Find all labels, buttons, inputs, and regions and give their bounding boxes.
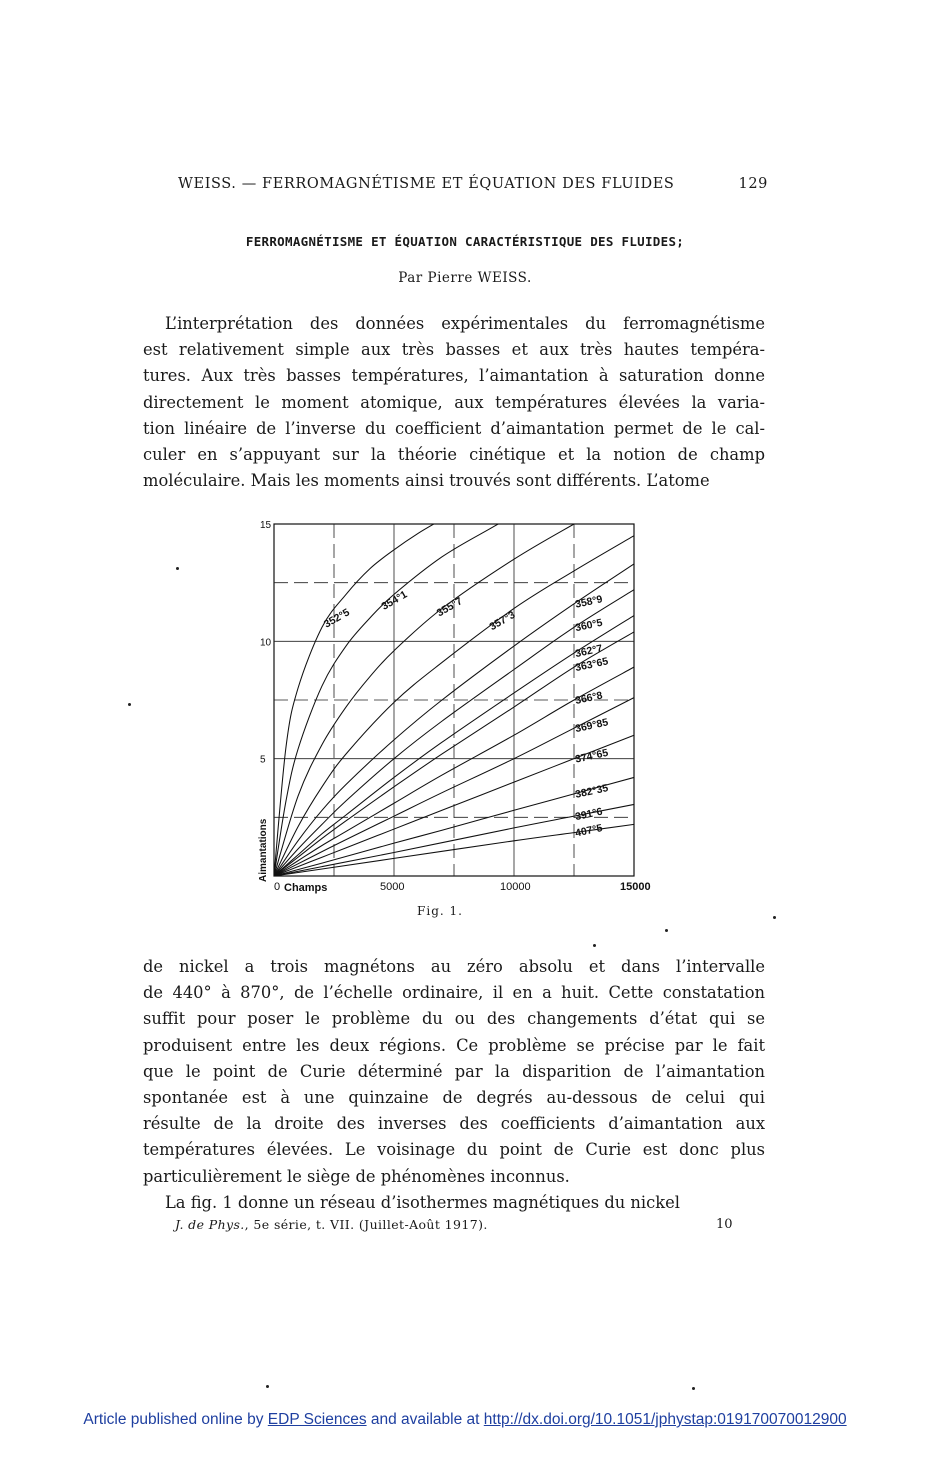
text-line: produisent entre les deux régions. Ce problème se précise par le fait	[143, 1035, 765, 1055]
scan-speck	[665, 929, 668, 932]
text-line: de nickel a trois magnétons au zéro absolu et dans l’intervalle	[143, 957, 765, 976]
scan-speck	[593, 944, 596, 947]
y-tick-label: 5	[260, 754, 266, 766]
text-line: culer en s’appuyant sur la théorie cinétique et la notion de champ	[143, 445, 765, 465]
publisher-line	[0, 1411, 930, 1429]
running-head	[178, 176, 768, 192]
text-line: que le point de Curie déterminé par la disparition de l’aimantation	[143, 1061, 765, 1081]
isotherm-label: 407°5	[574, 822, 604, 840]
publisher-prefix: Article published online by	[83, 1411, 268, 1428]
x-tick-label: 15000	[620, 881, 651, 893]
isotherm-label: 355°7	[434, 595, 465, 620]
x-tick-label: 10000	[500, 881, 531, 893]
scan-speck	[176, 567, 179, 570]
isotherm-label: 363°65	[574, 655, 610, 675]
paragraph-1	[143, 311, 765, 494]
text-line: L’interprétation des données expérimentales du ferromagnétisme	[165, 314, 765, 333]
isotherm-curve	[274, 519, 442, 876]
isotherm-label: 382°35	[574, 782, 610, 801]
text-line: particulièrement le siège de phénomènes inconnus.	[143, 1166, 570, 1186]
footer-citation	[175, 1217, 488, 1232]
x-tick-label: 5000	[380, 881, 405, 893]
y-axis-label: Aimantations	[258, 818, 269, 882]
page-number: 129	[738, 176, 768, 192]
scan-speck	[128, 703, 131, 706]
isotherm-label: 362°7	[574, 642, 604, 661]
text-line: suffit pour poser le problème du ou des changements d’état qui se	[143, 1009, 765, 1029]
isotherm-label: 369°85	[574, 716, 610, 736]
text-line: tion linéaire de l’inverse du coefficient d’aimantation permet de le cal-	[143, 418, 765, 438]
text-line: est relativement simple aux très basses et aux très hautes tempéra-	[143, 340, 765, 360]
scan-speck	[773, 916, 776, 919]
text-line: tures. Aux très basses températures, l’aimantation à saturation donne	[143, 366, 765, 386]
running-title: WEISS. — FERROMAGNÉTISME ET ÉQUATION DES FLUIDES	[178, 176, 675, 192]
journal-abbrev: J. de Phys.	[175, 1217, 245, 1232]
figure-caption: Fig. 1.	[417, 904, 463, 918]
figure-1-chart	[250, 514, 660, 898]
publisher-link[interactable]: EDP Sciences	[267, 1411, 367, 1428]
x-tick-label: 0	[274, 881, 281, 893]
isotherm-label: 360°5	[574, 616, 604, 635]
text-line: températures élevées. Le voisinage du point de Curie est donc plus	[143, 1140, 765, 1160]
doi-link[interactable]: http://dx.doi.org/10.1051/jphystap:019170070012900	[483, 1411, 847, 1428]
journal-details: , 5e série, t. VII. (Juillet-Août 1917).	[244, 1217, 488, 1232]
footer-signature: 10	[716, 1217, 733, 1232]
text-line: de 440° à 870°, de l’échelle ordinaire, il en a huit. Cette constatation	[143, 983, 765, 1003]
text-line: moléculaire. Mais les moments ainsi trouvés sont différents. L’atome	[143, 471, 710, 491]
isotherm-label: 354°1	[379, 588, 410, 613]
paragraph-2	[143, 954, 765, 1190]
isotherm-label: 352°5	[321, 606, 352, 631]
isotherm-label: 366°8	[574, 689, 604, 707]
x-axis-label: Champs	[284, 882, 328, 894]
text-line: spontanée est à une quinzaine de degrés au-dessous de celui qui	[143, 1088, 765, 1108]
byline: Par Pierre WEISS.	[398, 270, 532, 286]
y-tick-label: 10	[260, 637, 272, 649]
scan-speck	[266, 1385, 269, 1388]
scan-speck	[692, 1387, 695, 1390]
y-tick-label: 15	[260, 520, 272, 531]
isotherm-label: 358°9	[574, 593, 604, 611]
isotherm-label: 374°65	[574, 746, 610, 766]
publisher-middle: and available at	[366, 1411, 484, 1428]
isotherm-label: 391°6	[574, 805, 604, 824]
isotherm-label: 357°3	[487, 608, 518, 634]
text-line: La fig. 1 donne un réseau d’isothermes magnétiques du nickel	[165, 1193, 680, 1212]
text-line: résulte de la droite des inverses des coefficients d’aimantation aux	[143, 1114, 765, 1134]
text-line: directement le moment atomique, aux températures élevées la varia-	[143, 392, 765, 412]
paragraph-3	[143, 1190, 765, 1216]
article-title: FERROMAGNÉTISME ET ÉQUATION CARACTÉRISTIQUE DES FLUIDES;	[245, 234, 685, 249]
